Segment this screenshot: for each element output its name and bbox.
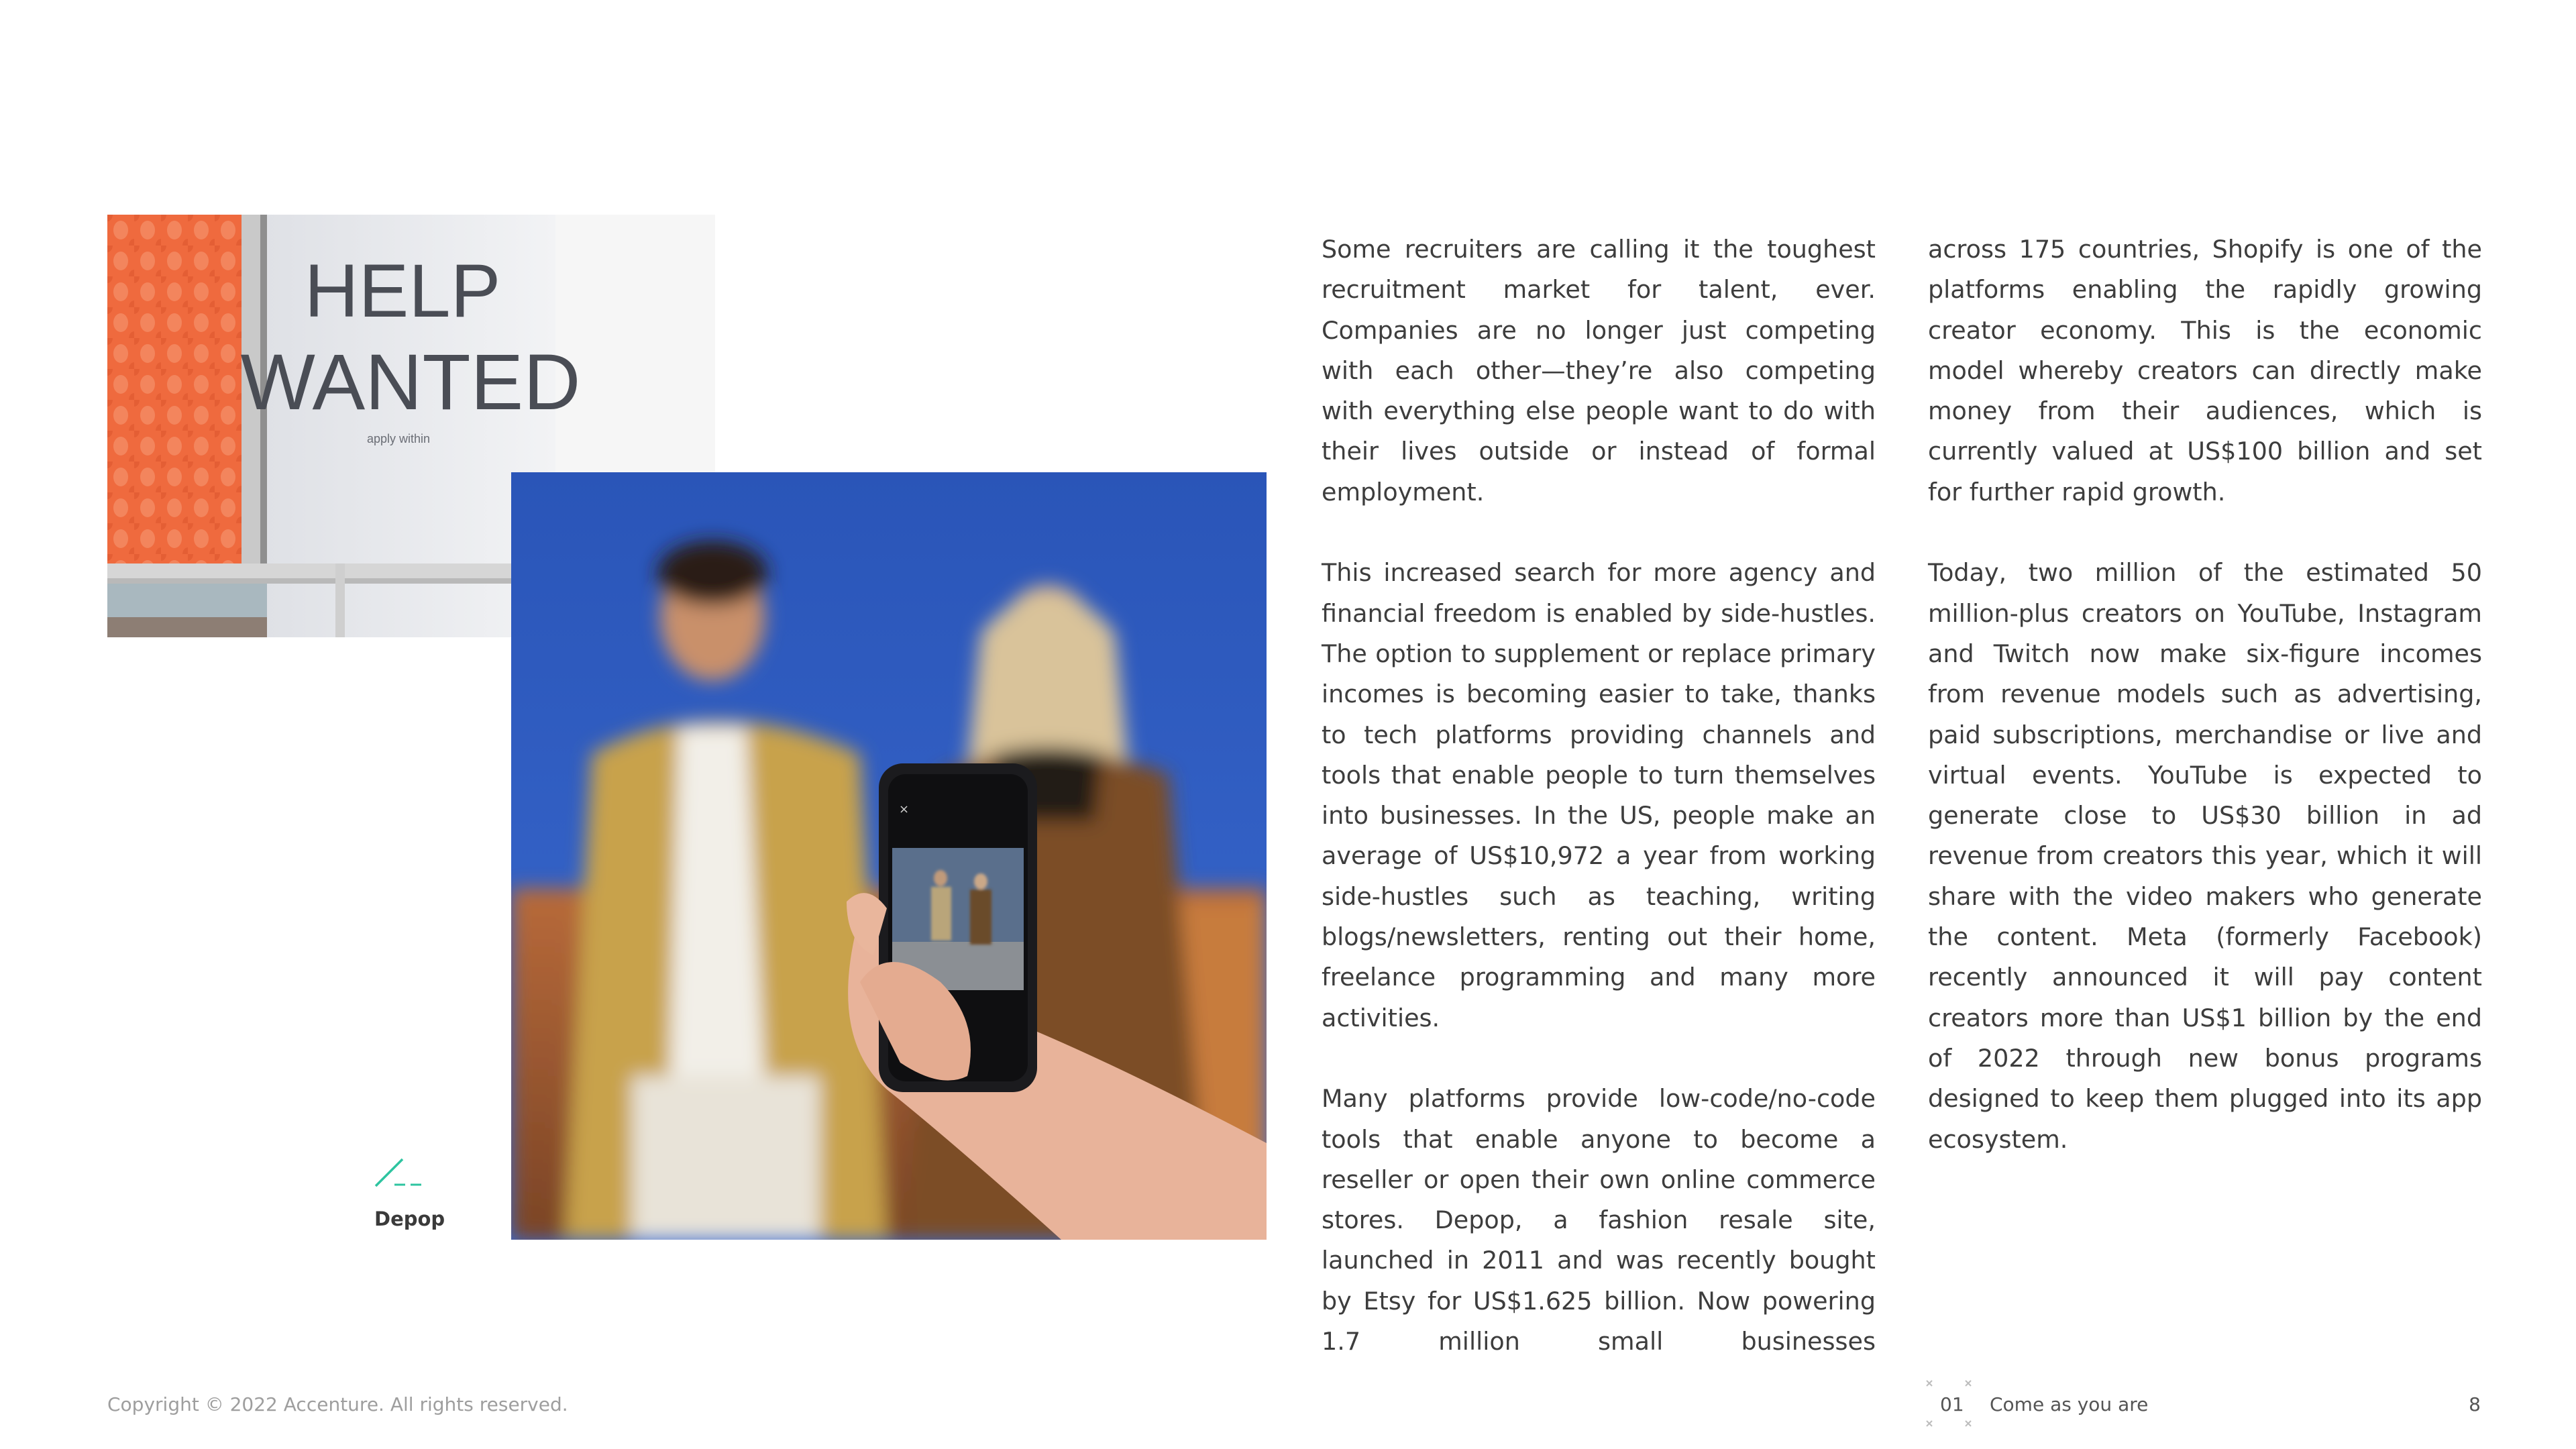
sign-small-text: apply within	[366, 432, 431, 445]
phone-photo	[511, 472, 1267, 1240]
caption-accent-icon	[373, 1155, 427, 1189]
body-column-right	[1928, 229, 2482, 1200]
paragraph: Some recruiters are calling it the toughest recruitment market for talent, ever. Companies are no longer just competing with each other—they’re also competing with everything else people want to do with their lives outside or instead of formal employment.	[1322, 235, 1876, 506]
page-number: 8	[2469, 1393, 2481, 1415]
sign-line-1: HELP	[304, 249, 501, 333]
body-column-left	[1322, 229, 1876, 1403]
paragraph: Today, two million of the estimated 50 million-plus creators on YouTube, Instagram and Twitch now make six-figure incomes from revenue models such as advertising, paid subscriptions, merchandise or live and virtual events. YouTube is expected to generate close to US$30 billion in ad revenue from creators this year, which it will share with the video makers who generate the content. Meta (formerly Facebook) recently announced it will pay content creators more than US$1 billion by the end of 2022 through new bonus programs designed to keep them plugged into its app ecosystem.	[1928, 558, 2482, 1154]
svg-text:×: ×	[899, 802, 910, 816]
chapter-title[interactable]: Come as you are	[1990, 1393, 2149, 1415]
section-marker	[1925, 1379, 1972, 1428]
copyright-text: Copyright © 2022 Accenture. All rights reserved.	[107, 1393, 568, 1415]
section-number: 01	[1940, 1393, 1964, 1415]
paragraph: Many platforms provide low-code/no-code tools that enable anyone to become a reseller or open their own online commerce stores. Depop, a fashion resale site, launched in 2011 and was recently bought by Etsy for US$1.625 billion. Now powering 1.7 million small businesses	[1322, 1084, 1876, 1356]
paragraph: across 175 countries, Shopify is one of the platforms enabling the rapidly growing creator economy. This is the economic model whereby creators can directly make money from their audiences, which is currently valued at US$100 billion and set for further rapid growth.	[1928, 235, 2482, 506]
paragraph: This increased search for more agency and financial freedom is enabled by side-hustles. The option to supplement or replace primary incomes is becoming easier to take, thanks to tech platforms providing channels and tools that enable people to turn themselves into businesses. In the US, people make an average of US$10,972 a year from working side-hustles such as teaching, writing blogs/newsletters, renting out their home, freelance programming and many more activities.	[1322, 558, 1876, 1032]
photo-caption: Depop	[374, 1208, 445, 1230]
sign-line-2: WANTED	[240, 338, 581, 427]
